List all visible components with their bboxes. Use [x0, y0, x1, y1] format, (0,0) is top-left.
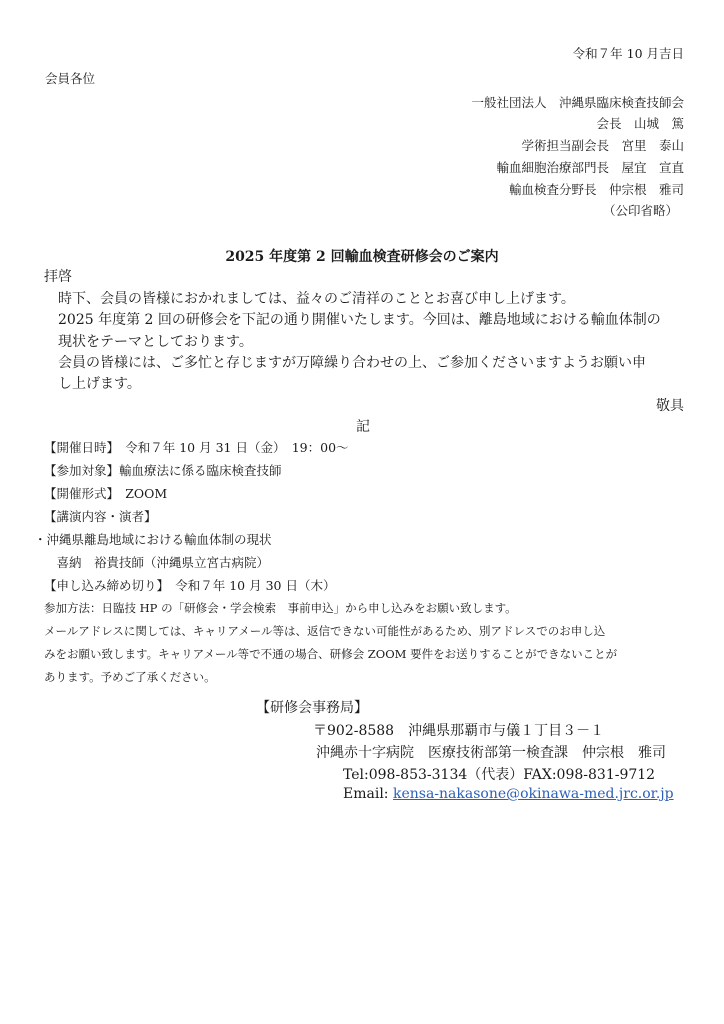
email-label: Email:: [343, 786, 393, 802]
email-note-line-2: みをお願い致します。キャリアメール等で不通の場合、研修会 ZOOM 要件をお送りすることができないことが: [44, 647, 618, 661]
email-link[interactable]: kensa-nakasone@okinawa-med.jrc.or.jp: [392, 786, 674, 802]
sender-section-head: 輸血検査分野長 仲宗根 雅司: [508, 182, 684, 197]
office-heading: 【研修会事務局】: [256, 700, 368, 716]
issue-date: 令和７年 10 月吉日: [572, 46, 684, 61]
event-format: 【開催形式】 ZOOM: [44, 486, 168, 501]
event-datetime: 【開催日時】 令和７年 10 月 31 日（金） 19：00～: [44, 440, 349, 455]
email-note-line-1: メールアドレスに関しては、キャリアメール等は、返信できない可能性があるため、別アドレスでのお申し込: [44, 624, 606, 638]
email-note-line-3: あります。予めご了承ください。: [44, 670, 216, 684]
addressee: 会員各位: [45, 71, 96, 86]
lecture-title: ・沖縄県離島地域における輸血体制の現状: [34, 532, 272, 547]
sender-vice-president: 学術担当副会長 宮里 泰山: [521, 138, 684, 153]
lecture-header: 【講演内容・演者】: [44, 509, 157, 524]
office-department: 沖縄赤十字病院 医療技術部第一検査課 仲宗根 雅司: [316, 745, 666, 761]
body-paragraph-2-cont: 現状をテーマとしております。: [58, 334, 253, 350]
office-address: 〒902-8588 沖縄県那覇市与儀１丁目３－１: [313, 723, 605, 739]
application-method: 参加方法：日臨技 HP の「研修会・学会検索 事前申込」から申し込みをお願い致します。: [44, 601, 517, 615]
body-paragraph-2: 2025 年度第 2 回の研修会を下記の通り開催いたします。今回は、離島地域における輸血体制の: [58, 312, 661, 328]
ki-heading: 記: [356, 419, 370, 435]
body-paragraph-3: 会員の皆様には、ご多忙と存じますが万障繰り合わせの上、ご参加くださいますようお願い申: [58, 355, 646, 371]
body-paragraph-3-cont: し上げます。: [58, 376, 141, 392]
sender-president: 会長 山城 篤: [596, 116, 684, 131]
application-deadline: 【申し込み締め切り】 令和７年 10 月 30 日（木）: [44, 578, 336, 593]
lecturer: 喜納 裕貴技師（沖縄県立宮古病院）: [44, 555, 270, 570]
sender-organization: 一般社団法人 沖縄県臨床検査技師会: [471, 95, 684, 110]
closing: 敬具: [656, 398, 684, 414]
body-paragraph-1: 時下、会員の皆様におかれましては、益々のご清祥のこととお喜び申し上げます。: [58, 291, 575, 307]
greeting: 拝啓: [44, 269, 72, 285]
event-target: 【参加対象】輸血療法に係る臨床検査技師: [44, 463, 282, 478]
seal-omitted-note: （公印省略）: [602, 203, 678, 218]
office-phone-fax: Tel:098-853-3134（代表）FAX:098-831-9712: [343, 767, 656, 783]
document-title: 2025 年度第 2 回輸血検査研修会のご案内: [225, 249, 499, 265]
office-email-line: [343, 786, 674, 802]
sender-department-head: 輸血細胞治療部門長 屋宜 宣直: [496, 160, 684, 175]
